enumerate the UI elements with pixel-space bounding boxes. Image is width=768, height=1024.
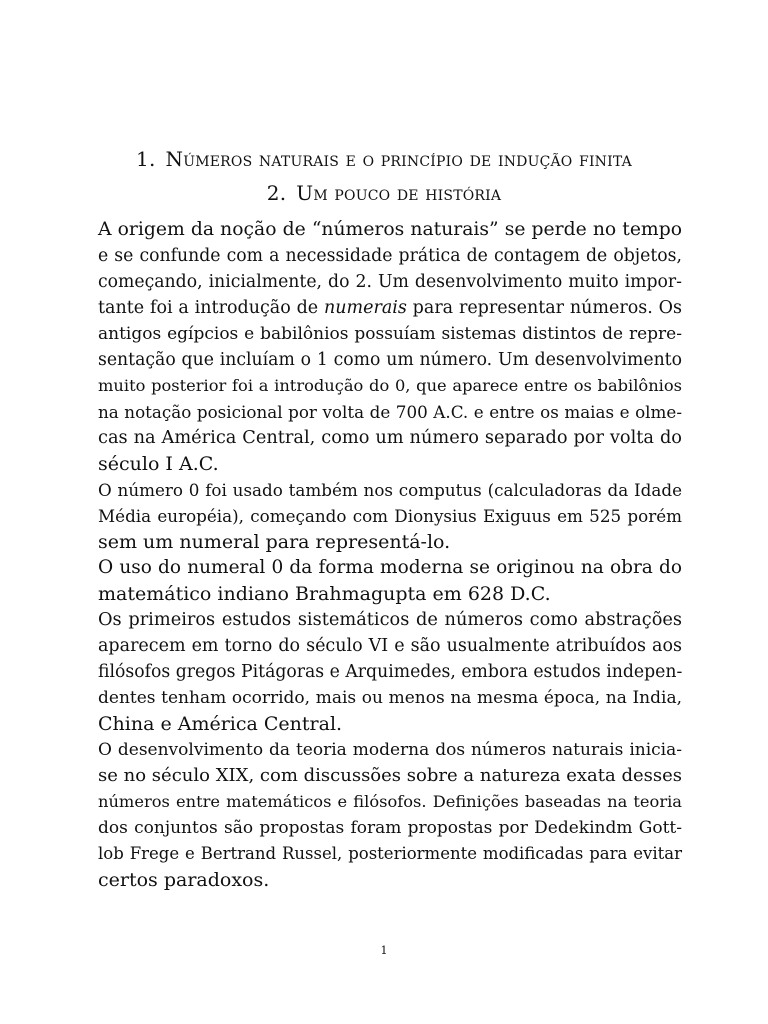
text-line: O número 0 foi usado também nos computus (calculadoras da Idade bbox=[98, 480, 682, 500]
text-line: lob Frege e Bertrand Russel, posteriormente modificadas para evitar bbox=[98, 844, 682, 863]
section-heading-1 bbox=[0, 147, 768, 171]
text-line: certos paradoxos. bbox=[98, 869, 270, 891]
text-line: A origem da noção de “números naturais” se perde no tempo bbox=[98, 219, 682, 240]
text-line: muito posterior foi a introdução do 0, que aparece entre os babilônios bbox=[98, 376, 682, 395]
text-line: e se confunde com a necessidade prática de contagem de objetos, bbox=[98, 246, 682, 266]
text-line: se no século XIX, com discussões sobre a natureza exata desses bbox=[98, 765, 682, 786]
text-line: sentação que incluíam o 1 como um número. Um desenvolvimento bbox=[98, 350, 682, 370]
text-line: O uso do numeral 0 da forma moderna se originou na obra do bbox=[98, 557, 682, 578]
text-line bbox=[82, 295, 682, 321]
section-number: 2. bbox=[266, 181, 287, 205]
text-line: dos conjuntos são propostas foram propostas por Dedekindm Gott- bbox=[98, 818, 682, 838]
text-line: Os primeiros estudos sistemáticos de números como abstrações bbox=[98, 610, 682, 630]
text-line: números entre matemáticos e filósofos. Definições baseadas na teoria bbox=[98, 792, 682, 811]
paragraph-4 bbox=[82, 607, 682, 737]
emphasized-term: numerais bbox=[323, 298, 407, 318]
text-line: cas na América Central, como um número separado por volta do bbox=[98, 428, 682, 448]
text-line: antigos egípcios e babilônios possuíam sistemas distintos de repre- bbox=[98, 324, 682, 344]
text-line: matemático indiano Brahmagupta em 628 D.C. bbox=[98, 583, 551, 605]
text-line: começando, inicialmente, do 2. Um desenvolvimento muito impor- bbox=[98, 272, 682, 292]
text-line: aparecem em torno do século VI e são usualmente atribuídos aos bbox=[98, 636, 682, 656]
section-title: Um pouco de história bbox=[296, 181, 502, 205]
text-line: século I A.C. bbox=[98, 453, 219, 475]
section-number: 1. bbox=[136, 147, 156, 171]
paragraph-1 bbox=[82, 217, 682, 477]
body-text bbox=[82, 217, 682, 893]
text-line: Média européia), começando com Dionysius Exiguus em 525 porém bbox=[98, 506, 682, 526]
text-line: China e América Central. bbox=[98, 713, 343, 735]
section-title: Números naturais e o princípio de indução finita bbox=[165, 147, 632, 171]
text-line: dentes tenham ocorrido, mais ou menos na mesma época, na India, bbox=[98, 688, 682, 708]
paragraph-3 bbox=[82, 555, 682, 607]
text-fragment: tante foi a introdução de bbox=[98, 298, 324, 318]
section-heading-2 bbox=[0, 181, 768, 205]
text-line: filósofos gregos Pitágoras e Arquimedes, embora estudos indepen- bbox=[98, 662, 683, 682]
page-number: 1 bbox=[380, 944, 388, 957]
text-line: na notação posicional por volta de 700 A.C. e entre os maias e olme- bbox=[98, 402, 682, 422]
paragraph-2 bbox=[82, 477, 682, 555]
text-line: sem um numeral para representá-lo. bbox=[98, 531, 451, 553]
text-line: O desenvolvimento da teoria moderna dos números naturais inicia- bbox=[98, 740, 682, 760]
paragraph-5 bbox=[82, 737, 682, 893]
text-fragment: para representar números. Os bbox=[406, 298, 682, 318]
